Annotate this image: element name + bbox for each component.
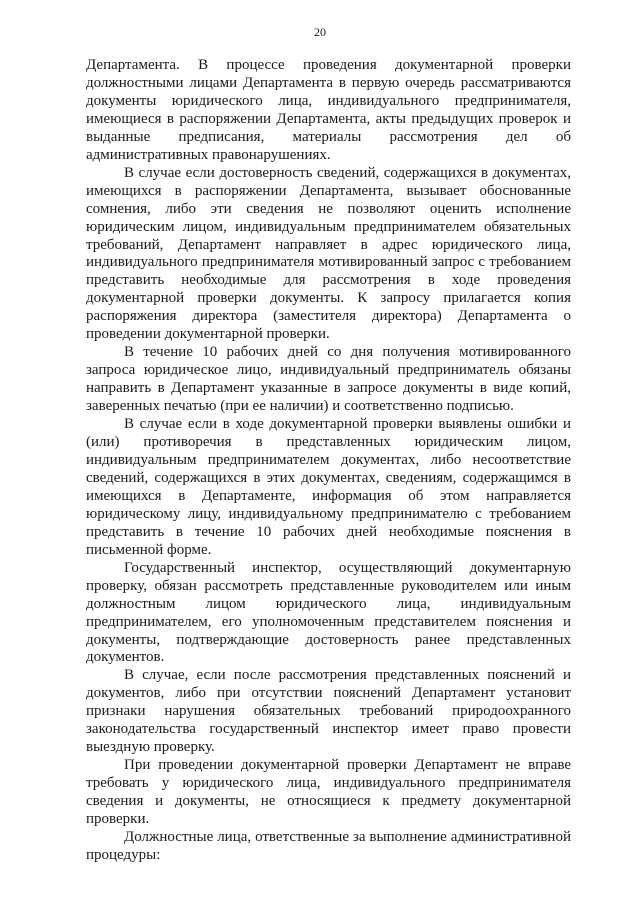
document-body <box>86 57 571 865</box>
paragraph-continuation: Департамента. В процессе проведения документарной проверки должностными лицами Департамента в первую очередь рассматриваются документы юридического лица, индивидуального предпринимателя, имеющиеся в распоряжении Департамента, акты предыдущих проверок и выданные предписания, материалы рассмотрения дел об административных правонарушениях. <box>86 57 571 163</box>
page-number: 20 <box>314 25 326 39</box>
paragraph-inspector-duty: Государственный инспектор, осуществляющий документарную проверку, обязан рассмотреть представленные руководителем или иным должностным лицом юридического лица, индивидуальным предпринимателем, его уполномоченным представителем пояснения и документы, подтверждающие достоверность ранее представленных документов. <box>86 559 571 666</box>
paragraph-responsible-officials: Должностные лица, ответственные за выполнение административной процедуры: <box>86 828 571 863</box>
paragraph-response-deadline: В течение 10 рабочих дней со дня получения мотивированного запроса юридическое лицо, индивидуальный предприниматель обязаны направить в Департамент указанные в запросе документы в виде копий, заверенных печатью (при ее наличии) и соответственно подписью. <box>86 344 571 415</box>
paragraph-doubtful-information: В случае если достоверность сведений, содержащихся в документах, имеющихся в распоряжении Департамента, вызывает обоснованные сомнения, либо эти сведения не позволяют оценить исполнение юридическим лицом, индивидуальным предпринимателем обязательных требований, Департамент направляет в адрес юридического лица, индивидуального предпринимателя мотивированный запрос с требованием представить необходимые для рассмотрения в ходе проведения документарной проверки документы. К запросу прилагается копия распоряжения директора (заместителя директора) Департамента о проведении документарной проверки. <box>86 164 571 343</box>
paragraph-errors-contradictions: В случае если в ходе документарной проверки выявлены ошибки и (или) противоречия в представленных юридическим лицом, индивидуальным предпринимателем документах, либо несоответствие сведений, содержащихся в этих документах, сведениям, содержащимся в имеющихся в Департаменте, информация об этом направляется юридическому лицу, индивидуальному предпринимателю с требованием представить в течение 10 рабочих дней необходимые пояснения в письменной форме. <box>86 416 571 558</box>
paragraph-on-site-inspection: В случае, если после рассмотрения представленных пояснений и документов, либо при отсутствии пояснений Департамент установит признаки нарушения обязательных требований природоохранного законодательства государственный инспектор имеет право провести выездную проверку. <box>86 667 571 756</box>
paragraph-prohibited-requests: При проведении документарной проверки Департамент не вправе требовать у юридического лица, индивидуального предпринимателя сведения и документы, не относящиеся к предмету документарной проверки. <box>86 757 571 828</box>
